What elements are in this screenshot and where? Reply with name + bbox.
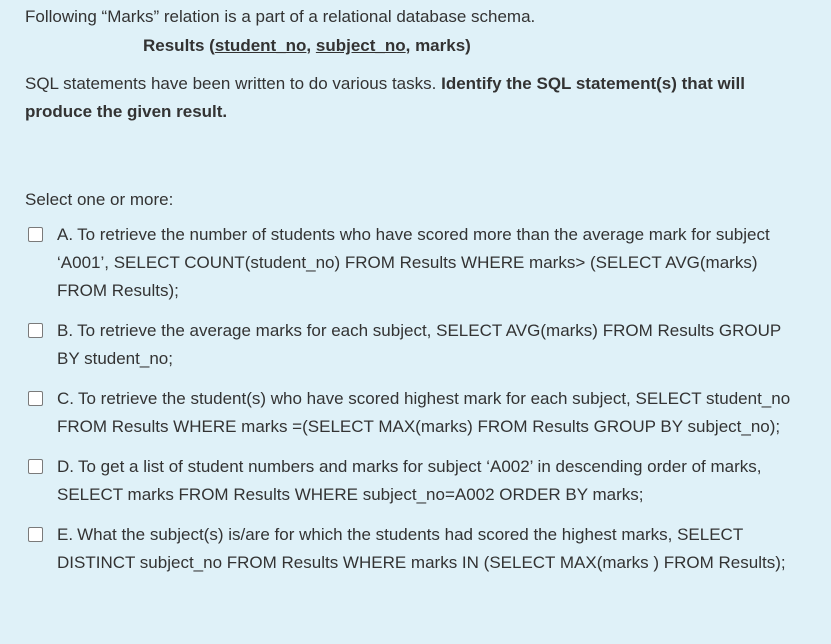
option-c-label: To retrieve the student(s) who have scored highest mark for each subject, SELECT student_no FROM Results WHERE marks =(SELECT MAX(marks) FROM Results GROUP BY subject_no); [57, 389, 791, 436]
option-d-letter: D. [57, 457, 74, 476]
option-a-label: To retrieve the number of students who have scored more than the average mark for subject ‘A001’, SELECT COUNT(student_no) FROM Results WHERE marks> (SELECT AVG(marks) FROM Results); [57, 225, 770, 300]
question-intro: Following “Marks” relation is a part of a relational database schema. [25, 7, 536, 26]
task-plain-text: SQL statements have been written to do various tasks. [25, 74, 442, 93]
option-e[interactable] [25, 521, 805, 577]
option-b-label: To retrieve the average marks for each subject, SELECT AVG(marks) FROM Results GROUP BY student_no; [57, 321, 781, 368]
answer-prompt: Select one or more: [25, 190, 174, 209]
option-d[interactable] [25, 453, 805, 509]
task-instruction [25, 70, 815, 126]
option-a-letter: A. [57, 225, 74, 244]
option-d-label: To get a list of student numbers and marks for subject ‘A002’ in descending order of marks, SELECT marks FROM Results WHERE subject_no=A002 ORDER BY marks; [57, 457, 762, 504]
relation-schema [143, 34, 815, 58]
checkbox-c[interactable] [28, 391, 43, 406]
option-c-text [57, 385, 805, 441]
checkbox-d[interactable] [28, 459, 43, 474]
checkbox-a[interactable] [28, 227, 43, 242]
schema-sep: , [306, 36, 316, 55]
task-bold-text: Identify the SQL statement(s) that will produce the given result. [25, 74, 745, 121]
option-c-letter: C. [57, 389, 74, 408]
option-e-label: What the subject(s) is/are for which the students had scored the highest marks, SELECT DISTINCT subject_no FROM Results WHERE marks IN (SELECT MAX(marks ) FROM Results); [57, 525, 786, 572]
option-c[interactable] [25, 385, 805, 441]
option-a[interactable] [25, 221, 805, 305]
relation-name: Results [143, 36, 205, 55]
question-text [25, 2, 815, 126]
option-e-letter: E. [57, 525, 74, 544]
schema-attr-subject-no: subject_no [315, 36, 406, 55]
answer-options [25, 221, 805, 577]
schema-attr-student-no: student_no [214, 36, 307, 55]
checkbox-b[interactable] [28, 323, 43, 338]
schema-open: ( [204, 36, 215, 55]
option-a-text [57, 221, 805, 305]
option-b-letter: B. [57, 321, 74, 340]
checkbox-e[interactable] [28, 527, 43, 542]
option-b-text [57, 317, 805, 373]
schema-close: , marks) [405, 36, 471, 55]
option-d-text [57, 453, 805, 509]
option-b[interactable] [25, 317, 805, 373]
option-e-text [57, 521, 805, 577]
